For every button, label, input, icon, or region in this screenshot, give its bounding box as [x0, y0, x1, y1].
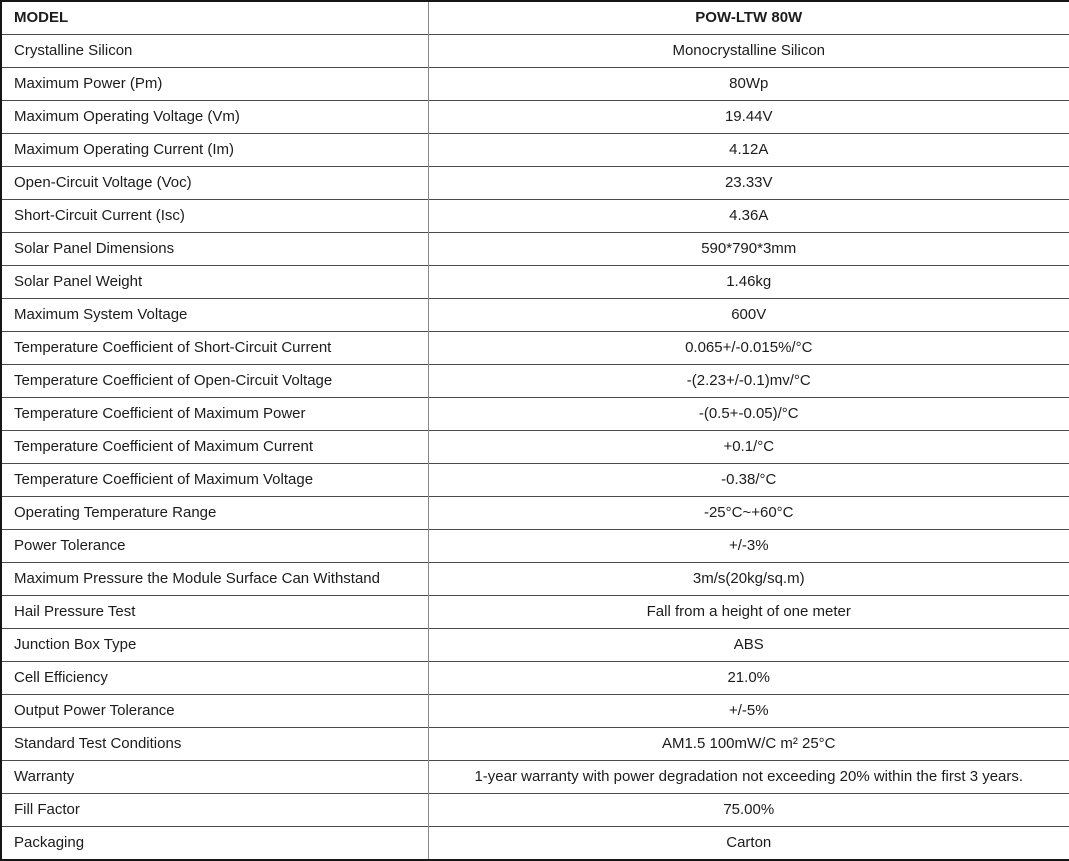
table-row — [1, 35, 1069, 68]
spec-value-cell: -25°C~+60°C — [428, 497, 1069, 530]
table-row — [1, 530, 1069, 563]
table-row — [1, 827, 1069, 861]
spec-label-cell: Maximum System Voltage — [1, 299, 428, 332]
spec-value-cell: -0.38/°C — [428, 464, 1069, 497]
table-row — [1, 200, 1069, 233]
spec-value-cell: 3m/s(20kg/sq.m) — [428, 563, 1069, 596]
spec-value-cell: 0.065+/-0.015%/°C — [428, 332, 1069, 365]
spec-label-cell: Standard Test Conditions — [1, 728, 428, 761]
table-row — [1, 398, 1069, 431]
spec-label-cell: Temperature Coefficient of Short-Circuit Current — [1, 332, 428, 365]
spec-label-cell: Operating Temperature Range — [1, 497, 428, 530]
spec-label-cell: Output Power Tolerance — [1, 695, 428, 728]
spec-value-cell: 1.46kg — [428, 266, 1069, 299]
table-header-row — [1, 1, 1069, 35]
spec-label-cell: Solar Panel Dimensions — [1, 233, 428, 266]
spec-value-cell: +0.1/°C — [428, 431, 1069, 464]
spec-label-cell: Hail Pressure Test — [1, 596, 428, 629]
spec-label-cell: Maximum Operating Current (Im) — [1, 134, 428, 167]
spec-value-cell: -(0.5+-0.05)/°C — [428, 398, 1069, 431]
table-row — [1, 431, 1069, 464]
spec-value-cell: 80Wp — [428, 68, 1069, 101]
spec-label-cell: Junction Box Type — [1, 629, 428, 662]
table-row — [1, 332, 1069, 365]
spec-label-cell: Temperature Coefficient of Open-Circuit Voltage — [1, 365, 428, 398]
table-row — [1, 464, 1069, 497]
spec-label-cell: Temperature Coefficient of Maximum Voltage — [1, 464, 428, 497]
table-row — [1, 266, 1069, 299]
table-row — [1, 563, 1069, 596]
table-row — [1, 695, 1069, 728]
spec-label-cell: Warranty — [1, 761, 428, 794]
spec-value-cell: Fall from a height of one meter — [428, 596, 1069, 629]
table-row — [1, 662, 1069, 695]
spec-label-cell: Temperature Coefficient of Maximum Current — [1, 431, 428, 464]
table-row — [1, 794, 1069, 827]
header-value-cell: POW-LTW 80W — [428, 1, 1069, 35]
table-row — [1, 596, 1069, 629]
spec-value-cell: AM1.5 100mW/C m² 25°C — [428, 728, 1069, 761]
table-row — [1, 761, 1069, 794]
spec-label-cell: Packaging — [1, 827, 428, 861]
table-row — [1, 233, 1069, 266]
spec-value-cell: 19.44V — [428, 101, 1069, 134]
spec-label-cell: Maximum Power (Pm) — [1, 68, 428, 101]
table-row — [1, 497, 1069, 530]
spec-value-cell: 590*790*3mm — [428, 233, 1069, 266]
spec-value-cell: 4.36A — [428, 200, 1069, 233]
spec-label-cell: Solar Panel Weight — [1, 266, 428, 299]
spec-label-cell: Crystalline Silicon — [1, 35, 428, 68]
spec-label-cell: Power Tolerance — [1, 530, 428, 563]
spec-label-cell: Temperature Coefficient of Maximum Power — [1, 398, 428, 431]
spec-label-cell: Fill Factor — [1, 794, 428, 827]
table-row — [1, 167, 1069, 200]
table-row — [1, 101, 1069, 134]
spec-value-cell: +/-3% — [428, 530, 1069, 563]
spec-value-cell: 21.0% — [428, 662, 1069, 695]
table-row — [1, 728, 1069, 761]
spec-value-cell: +/-5% — [428, 695, 1069, 728]
spec-value-cell: Carton — [428, 827, 1069, 861]
spec-value-cell: 1-year warranty with power degradation not exceeding 20% within the first 3 years. — [428, 761, 1069, 794]
spec-value-cell: 23.33V — [428, 167, 1069, 200]
spec-value-cell: 4.12A — [428, 134, 1069, 167]
spec-label-cell: Cell Efficiency — [1, 662, 428, 695]
spec-value-cell: ABS — [428, 629, 1069, 662]
table-row — [1, 365, 1069, 398]
spec-label-cell: Short-Circuit Current (Isc) — [1, 200, 428, 233]
spec-value-cell: 600V — [428, 299, 1069, 332]
table-row — [1, 134, 1069, 167]
spec-value-cell: 75.00% — [428, 794, 1069, 827]
spec-value-cell: Monocrystalline Silicon — [428, 35, 1069, 68]
spec-label-cell: Open-Circuit Voltage (Voc) — [1, 167, 428, 200]
table-row — [1, 299, 1069, 332]
spec-label-cell: Maximum Operating Voltage (Vm) — [1, 101, 428, 134]
table-row — [1, 68, 1069, 101]
spec-table-body — [1, 1, 1069, 860]
table-row — [1, 629, 1069, 662]
spec-value-cell: -(2.23+/-0.1)mv/°C — [428, 365, 1069, 398]
header-label-cell: MODEL — [1, 1, 428, 35]
spec-label-cell: Maximum Pressure the Module Surface Can Withstand — [1, 563, 428, 596]
